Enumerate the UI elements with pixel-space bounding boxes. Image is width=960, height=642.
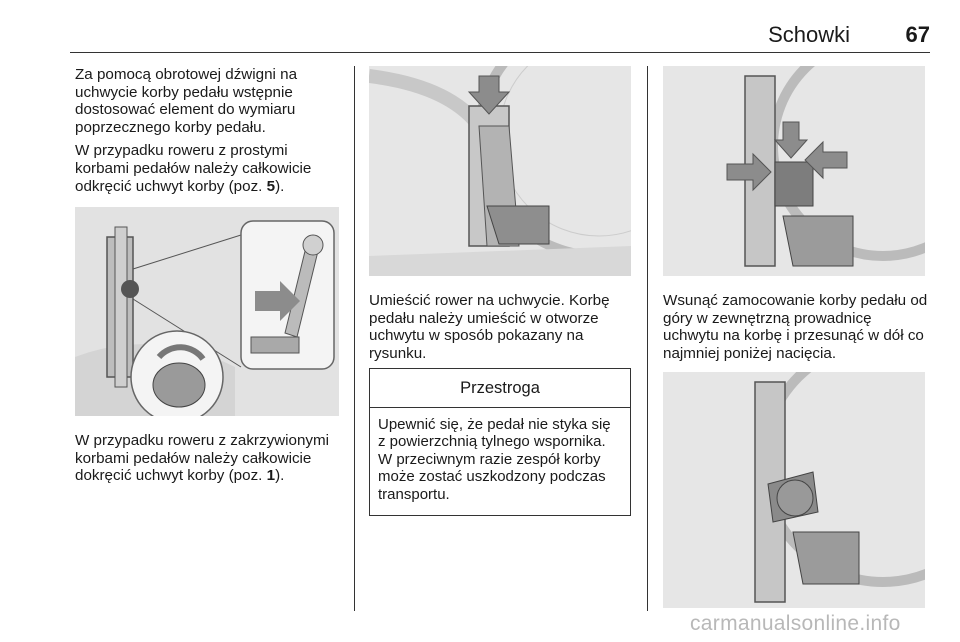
position-number-5: 5 xyxy=(266,177,276,195)
bike-placement-illustration xyxy=(369,66,631,276)
column-divider-1 xyxy=(354,66,355,611)
crank-holder-illustration xyxy=(75,207,339,416)
page-number: 67 xyxy=(905,22,930,47)
page-header xyxy=(70,22,930,52)
column-2-text xyxy=(369,292,634,368)
column-3-text xyxy=(663,292,929,368)
figure-clamp-lowered xyxy=(663,372,925,608)
clamp-slide-illustration xyxy=(663,66,925,276)
caution-text: Upewnić się, że pedał nie styka się z powierzchnią tylnego wspornika. W przeciwnym razie zespół korby może zostać uszkodzony podczas transportu. xyxy=(378,416,611,503)
position-number-1: 1 xyxy=(266,467,276,485)
column-divider-2 xyxy=(647,66,648,611)
figure-place-bike xyxy=(369,66,631,276)
figure-slide-clamp xyxy=(663,66,925,276)
column-1 xyxy=(75,66,343,201)
paragraph-slide-clamp: Wsunąć zamocowanie korby pedału od góry w zewnętrzną prowadnicę uchwytu na korbę i przesunąć w dół co najmniej poniżej nacięcia. xyxy=(663,292,928,362)
caution-box xyxy=(369,368,631,516)
section-title: Schowki xyxy=(768,22,850,47)
clamp-lowered-illustration xyxy=(663,372,925,608)
paragraph-adjust: Za pomocą obrotowej dźwigni na uchwycie korby pedału wstępnie dostosować element do wymiaru poprzecznego korby pedału. xyxy=(75,66,298,136)
caution-title: Przestroga xyxy=(370,369,630,408)
paragraph-place-bike: Umieścić rower na uchwycie. Korbę pedału należy umieścić w otworze uchwytu w sposób pokazany na rysunku. xyxy=(369,292,610,362)
paragraph-straight-crank: W przypadku roweru z prostymi korbami pedałów należy całkowicie odkręcić uchwyt korby (poz. 5). xyxy=(75,142,312,195)
watermark: carmanualsonline.info xyxy=(690,612,901,635)
header-rule xyxy=(70,52,930,53)
column-1-lower xyxy=(75,432,343,491)
figure-crank-holder-detail xyxy=(75,207,339,416)
paragraph-curved-crank: W przypadku roweru z zakrzywionymi korbami pedałów należy całkowicie dokręcić uchwyt korby (poz. 1). xyxy=(75,432,330,485)
